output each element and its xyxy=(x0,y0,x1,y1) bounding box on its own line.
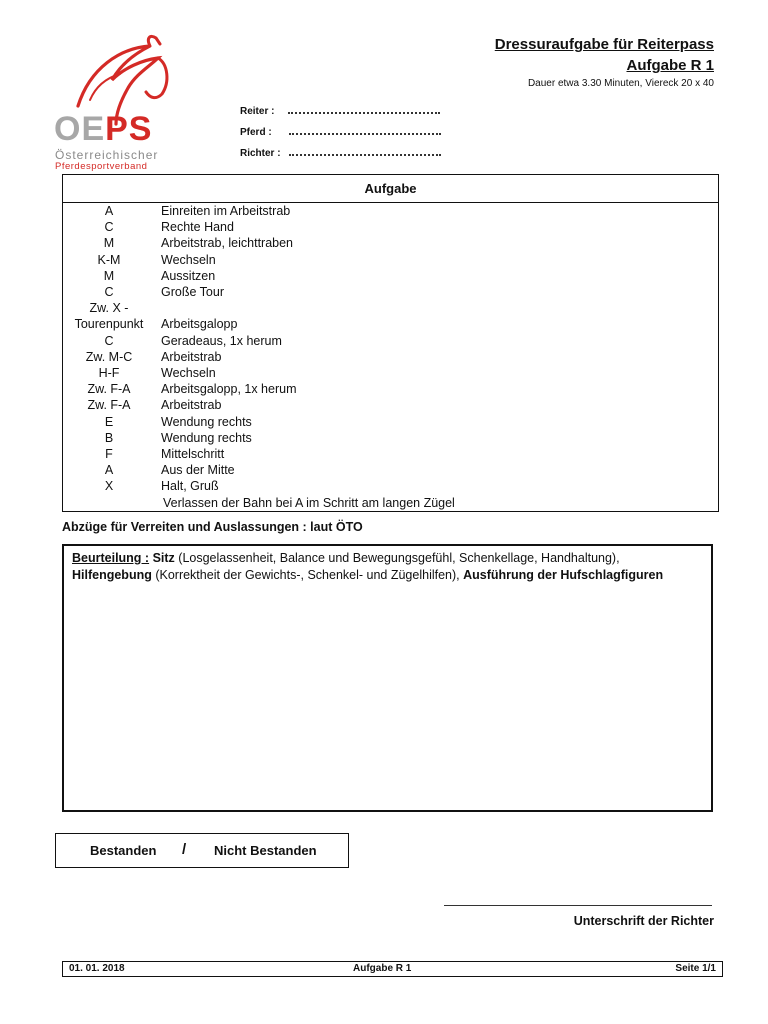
task-row xyxy=(63,252,718,268)
assessment-hufschlag: Ausführung der Hufschlagfiguren xyxy=(463,568,664,582)
task-position: C xyxy=(104,333,114,348)
task-row xyxy=(63,414,718,430)
assessment-sitz: Sitz xyxy=(152,551,175,565)
task-description: Arbeitsgalopp, 1x herum xyxy=(161,382,297,397)
org-name-line2: Pferdesportverband xyxy=(55,161,148,172)
task-position: M xyxy=(103,268,115,283)
task-table-header: Aufgabe xyxy=(63,175,718,203)
assessment-hilfengebung: Hilfengebung xyxy=(72,568,152,582)
task-row xyxy=(63,349,718,365)
task-position: Zw. X - xyxy=(89,301,129,316)
task-description: Rechte Hand xyxy=(161,220,234,235)
document-title: Dressuraufgabe für Reiterpass xyxy=(494,36,714,53)
task-description: Arbeitstrab, leichttraben xyxy=(161,236,294,251)
task-row xyxy=(63,478,718,494)
result-separator: / xyxy=(182,841,187,858)
task-position: E xyxy=(104,414,114,429)
task-description: Geradeaus, 1x herum xyxy=(161,333,282,348)
task-row xyxy=(63,333,718,349)
task-position: Zw. M-C xyxy=(85,349,133,364)
task-row xyxy=(63,284,718,300)
task-description: Aus der Mitte xyxy=(161,463,235,478)
task-description: Arbeitstrab xyxy=(161,349,222,364)
task-description: Wendung rechts xyxy=(161,430,252,445)
task-position: Zw. F-A xyxy=(87,398,131,413)
footer-page: Seite 1/1 xyxy=(675,963,716,974)
task-row xyxy=(63,495,718,511)
task-row xyxy=(63,300,718,316)
field-richter[interactable] xyxy=(240,146,441,159)
org-name-line1: Österreichischer xyxy=(55,148,159,162)
deductions-note: Abzüge für Verreiten und Auslassungen : laut ÖTO xyxy=(62,520,363,534)
task-description: Wendung rechts xyxy=(161,414,252,429)
field-reiter-label: Reiter : xyxy=(240,106,275,117)
task-row xyxy=(63,203,718,219)
task-position: X xyxy=(104,479,114,494)
assessment-box[interactable] xyxy=(62,544,713,812)
task-row xyxy=(63,219,718,235)
task-row xyxy=(63,397,718,413)
signature-label: Unterschrift der Richter xyxy=(573,914,714,928)
task-description: Wechseln xyxy=(161,366,216,380)
field-pferd-label: Pferd : xyxy=(240,127,272,138)
task-row xyxy=(63,381,718,397)
task-description: Arbeitsgalopp xyxy=(161,317,238,332)
task-position: F xyxy=(105,447,113,461)
task-description: Halt, Gruß xyxy=(161,479,219,494)
field-reiter[interactable] xyxy=(240,104,440,117)
passed-option[interactable]: Bestanden xyxy=(90,843,157,858)
field-pferd[interactable] xyxy=(240,125,441,138)
task-description: Aussitzen xyxy=(161,268,216,283)
task-row xyxy=(63,235,718,251)
task-row xyxy=(63,316,718,332)
task-position: C xyxy=(104,220,114,235)
task-row xyxy=(63,430,718,446)
assessment-sitz-detail: (Losgelassenheit, Balance und Bewegungsgefühl, Schenkellage, Handhaltung), xyxy=(174,551,620,565)
task-position: Zw. F-A xyxy=(87,382,131,397)
task-position: M xyxy=(103,236,115,251)
task-position: C xyxy=(104,285,114,299)
assessment-label: Beurteilung : xyxy=(72,551,150,565)
task-position: K-M xyxy=(97,252,121,267)
task-position: H-F xyxy=(98,366,120,380)
brand-logo-text: OEPS xyxy=(54,110,153,148)
task-row xyxy=(63,268,718,284)
task-position: A xyxy=(104,204,114,218)
assessment-text xyxy=(72,550,708,584)
task-description: Mittelschritt xyxy=(161,447,225,461)
duration-info: Dauer etwa 3.30 Minuten, Viereck 20 x 40 xyxy=(527,78,714,89)
footer-date: 01. 01. 2018 xyxy=(69,963,125,974)
task-position: B xyxy=(104,430,114,445)
document-subtitle: Aufgabe R 1 xyxy=(626,57,714,74)
task-description: Einreiten im Arbeitstrab xyxy=(161,204,291,218)
task-table xyxy=(62,174,719,512)
failed-option[interactable]: Nicht Bestanden xyxy=(214,843,317,858)
task-row xyxy=(63,462,718,478)
task-position: Tourenpunkt xyxy=(74,317,144,332)
result-box xyxy=(55,833,349,868)
task-row xyxy=(63,365,718,381)
task-description: Wechseln xyxy=(161,252,216,267)
assessment-hilfen-detail: (Korrektheit der Gewichts-, Schenkel- und Zügelhilfen), xyxy=(151,568,464,582)
field-richter-label: Richter : xyxy=(240,148,281,159)
task-position: A xyxy=(104,463,114,478)
signature-line[interactable] xyxy=(444,905,712,906)
task-description: Große Tour xyxy=(161,285,224,299)
footer-title: Aufgabe R 1 xyxy=(353,963,412,974)
task-description: Verlassen der Bahn bei A im Schritt am langen Zügel xyxy=(163,495,455,510)
page-footer xyxy=(62,961,723,977)
task-description: Arbeitstrab xyxy=(161,398,222,413)
task-row xyxy=(63,446,718,462)
